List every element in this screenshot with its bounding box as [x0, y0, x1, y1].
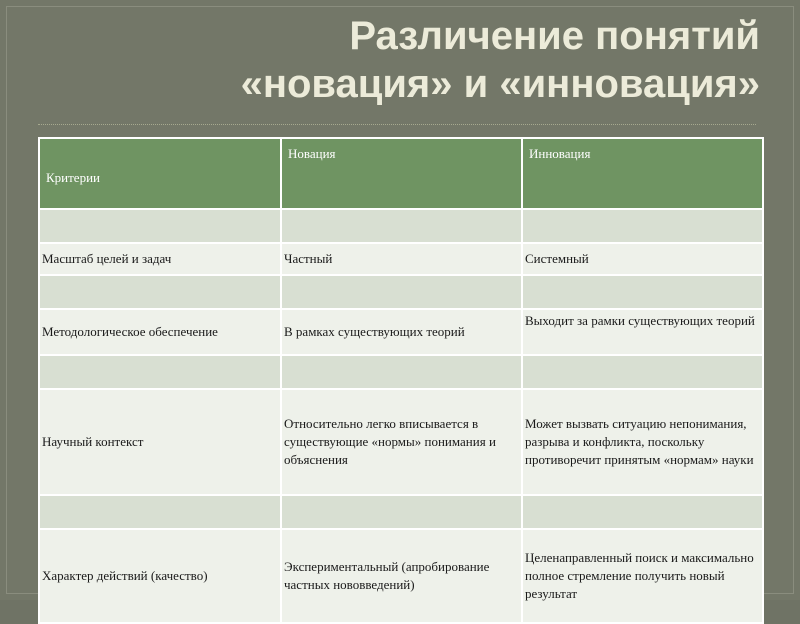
- spacer-cell: [39, 209, 281, 243]
- table-row: [39, 309, 763, 355]
- spacer-cell: [281, 355, 522, 389]
- spacer-cell: [281, 275, 522, 309]
- table-row: [39, 389, 763, 495]
- slide-title-line-2: «новация» и «инновация»: [240, 62, 760, 106]
- slide-title-line-1: Различение понятий: [349, 14, 760, 58]
- criterion-cell: Характер действий (качество): [39, 529, 281, 623]
- criterion-cell: Методологическое обеспечение: [39, 309, 281, 355]
- spacer-row: [39, 355, 763, 389]
- novation-cell: Относительно легко вписывается в существующие «нормы» понимания и объяснения: [281, 389, 522, 495]
- criterion-cell: Научный контекст: [39, 389, 281, 495]
- innovation-cell: Выходит за рамки существующих теорий: [522, 309, 763, 355]
- header-innovation: Инновация: [522, 138, 763, 209]
- header-criteria: Критерии: [39, 138, 281, 209]
- slide-title: [100, 12, 760, 108]
- title-divider: [38, 124, 756, 125]
- spacer-cell: [281, 495, 522, 529]
- novation-cell: Экспериментальный (апробирование частных нововведений): [281, 529, 522, 623]
- spacer-cell: [522, 275, 763, 309]
- table-row: [39, 529, 763, 623]
- novation-cell: Частный: [281, 243, 522, 275]
- innovation-cell: Целенаправленный поиск и максимально полное стремление получить новый результат: [522, 529, 763, 623]
- novation-cell: В рамках существующих теорий: [281, 309, 522, 355]
- spacer-row: [39, 495, 763, 529]
- innovation-cell: Системный: [522, 243, 763, 275]
- criterion-cell: Масштаб целей и задач: [39, 243, 281, 275]
- innovation-cell: Может вызвать ситуацию непонимания, разрыва и конфликта, поскольку противоречит принятым «нормам» науки: [522, 389, 763, 495]
- spacer-cell: [522, 209, 763, 243]
- spacer-cell: [39, 275, 281, 309]
- spacer-cell: [522, 495, 763, 529]
- spacer-cell: [281, 209, 522, 243]
- spacer-row: [39, 275, 763, 309]
- table-row: [39, 243, 763, 275]
- spacer-cell: [39, 495, 281, 529]
- spacer-cell: [39, 355, 281, 389]
- spacer-cell: [522, 355, 763, 389]
- spacer-row: [39, 209, 763, 243]
- table-header-row: [39, 138, 763, 209]
- header-novation: Новация: [281, 138, 522, 209]
- comparison-table: [38, 137, 764, 624]
